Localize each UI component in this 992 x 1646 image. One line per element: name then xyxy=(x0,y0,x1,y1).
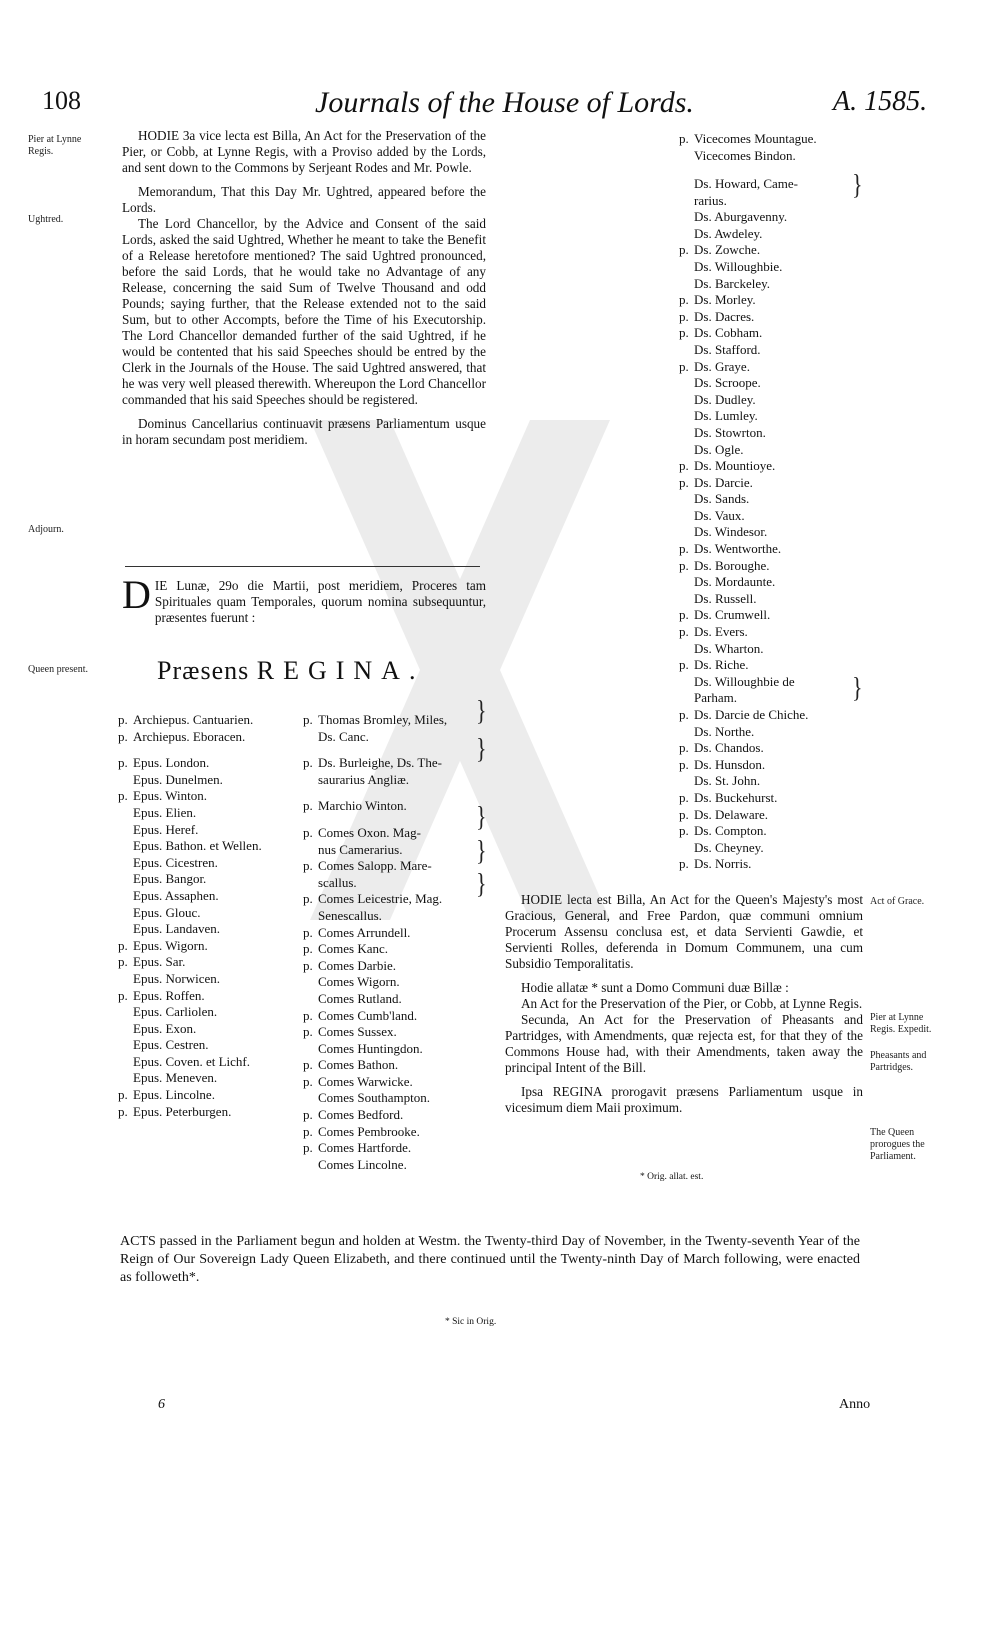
list-item xyxy=(679,574,808,591)
lord-name: Ds. Cheyney. xyxy=(694,839,764,855)
lord-name: Comes Wigorn. xyxy=(318,974,400,990)
left-column-text xyxy=(122,128,486,448)
lord-name: Epus. Assaphen. xyxy=(133,887,219,903)
brace: } xyxy=(476,694,487,727)
list-item xyxy=(679,724,808,741)
list-viscounts xyxy=(679,131,817,164)
list-item xyxy=(303,712,447,729)
present-mark: p. xyxy=(679,756,689,772)
list-item xyxy=(679,131,817,148)
list-item xyxy=(679,740,808,757)
present-mark: p. xyxy=(303,755,313,771)
lord-name: Ds. Delaware. xyxy=(694,806,768,822)
list-item xyxy=(118,1021,262,1038)
present-mark: p. xyxy=(303,858,313,874)
paragraph-chancellor: The Lord Chancellor, by the Advice and Consent of the said Lords, asked the said Ughtred, Whether he meant to take the Benefit of a Release heretofore mentioned? The said Ughtred pronounced, before the said Lords, that he would take no Advantage of any Release, concerning the said Sum of Twelve Thousand and odd Pounds; saying further, that the Release extended not to the said Sum, but to other Accompts, before the Time of his Executorship. The Lord Chancellor demanded further of the said Ughtred, if he would be contented that his said Speeches should be entred by the Clerk in the Journals of the House. The said Ughtred answered, that he was very well pleased therewith. Whereupon the Lord Chancellor commanded that his said Speeches should be registered. xyxy=(122,216,486,407)
list-item xyxy=(118,938,262,955)
list-item xyxy=(118,1087,262,1104)
list-gap xyxy=(303,815,447,825)
margin-note-prorogue: The Queen prorogues the Parliament. xyxy=(870,1127,925,1162)
present-mark: p. xyxy=(679,607,689,623)
list-item xyxy=(679,690,808,707)
die-lunae-paragraph xyxy=(122,572,486,626)
lord-name: Ds. Evers. xyxy=(694,624,748,640)
paragraph-pier-bill: HODIE 3a vice lecta est Billa, An Act for the Preservation of the Pier, or Cobb, at Lynne Regis, with a Proviso added by the Lords, and sent down to the Commons by Serjeant Rodes and Mr. Powle. xyxy=(122,128,486,175)
list-item xyxy=(118,838,262,855)
list-item xyxy=(679,607,808,624)
acts-paragraph: ACTS passed in the Parliament begun and holden at Westm. the Twenty-third Day of November, in the Twenty-seventh Year of the Reign of Our Sovereign Lady Queen Elizabeth, and there continued until the Twenty-ninth Day of March following, were enacted as followeth*. xyxy=(120,1234,860,1285)
list-item xyxy=(118,755,262,772)
present-mark: p. xyxy=(679,624,689,640)
present-mark: p. xyxy=(679,806,689,822)
list-item xyxy=(303,755,447,772)
lord-name: Ds. Darcie. xyxy=(694,474,753,490)
list-item xyxy=(303,958,447,975)
lord-name: Ds. St. John. xyxy=(694,773,761,789)
year-heading: A. 1585. xyxy=(833,86,928,117)
present-mark: p. xyxy=(303,1123,313,1139)
list-item xyxy=(679,840,808,857)
list-item xyxy=(679,292,808,309)
present-mark: p. xyxy=(303,1007,313,1023)
lord-name: Comes Darbie. xyxy=(318,957,396,973)
lord-name: Epus. Lincolne. xyxy=(133,1087,215,1103)
lord-name: Archiepus. Eboracen. xyxy=(133,728,246,744)
present-mark: p. xyxy=(679,292,689,308)
list-item xyxy=(679,176,808,193)
present-mark: p. xyxy=(118,755,128,771)
present-mark: p. xyxy=(679,823,689,839)
lord-name: Ds. Russell. xyxy=(694,590,757,606)
list-item xyxy=(679,309,808,326)
lord-name: Ds. Willoughbie de xyxy=(694,673,795,689)
lord-name: Vicecomes Bindon. xyxy=(694,147,796,163)
list-item xyxy=(118,988,262,1005)
lord-name: Ds. Wentworthe. xyxy=(694,541,782,557)
lord-name: Ds. Awdeley. xyxy=(694,225,763,241)
lord-name: Epus. Roffen. xyxy=(133,987,205,1003)
present-mark: p. xyxy=(118,937,128,953)
lord-name: Comes Kanc. xyxy=(318,941,389,957)
list-item xyxy=(679,823,808,840)
present-mark: p. xyxy=(303,1107,313,1123)
lord-name: Ds. Willoughbie. xyxy=(694,258,783,274)
list-item xyxy=(118,729,262,746)
list-item xyxy=(679,757,808,774)
lord-name: Comes Warwicke. xyxy=(318,1073,413,1089)
paragraph-adjourn: Dominus Cancellarius continuavit præsens Parliamentum usque in horam secundam post meridiem. xyxy=(122,416,486,447)
list-item xyxy=(303,1024,447,1041)
list-gap xyxy=(303,788,447,798)
list-item xyxy=(303,729,447,746)
brace: } xyxy=(476,867,487,900)
lord-name: Ds. Scroope. xyxy=(694,375,761,391)
present-mark: p. xyxy=(679,131,689,146)
lord-name: Ds. Morley. xyxy=(694,292,756,308)
list-item xyxy=(679,674,808,691)
lord-name: Epus. Exon. xyxy=(133,1020,197,1036)
present-mark: p. xyxy=(303,1024,313,1040)
lord-name: Epus. Carliolen. xyxy=(133,1004,218,1020)
lord-name: Comes Pembrooke. xyxy=(318,1123,420,1139)
present-mark: p. xyxy=(303,941,313,957)
present-mark: p. xyxy=(679,325,689,341)
list-item xyxy=(118,1054,262,1071)
list-item xyxy=(303,842,447,859)
lord-name: Epus. Cicestren. xyxy=(133,854,218,870)
list-spiritual-lords xyxy=(118,712,262,1120)
list-item xyxy=(303,1157,447,1174)
margin-note-queen-present: Queen present. xyxy=(28,664,88,675)
page-number: 108 xyxy=(42,86,81,115)
list-barons xyxy=(679,176,808,873)
list-item xyxy=(303,875,447,892)
lord-name: Thomas Bromley, Miles, xyxy=(318,712,448,727)
lord-name: Ds. Aburgavenny. xyxy=(694,209,788,225)
list-item xyxy=(303,1140,447,1157)
list-item xyxy=(303,798,447,815)
list-item xyxy=(679,226,808,243)
right-column-text xyxy=(505,892,863,1116)
present-mark: p. xyxy=(303,891,313,907)
lord-name: Comes Huntingdon. xyxy=(318,1040,423,1056)
present-mark: p. xyxy=(303,712,313,727)
margin-note-pheasants: Pheasants and Partridges. xyxy=(870,1050,927,1073)
list-item xyxy=(303,1008,447,1025)
present-mark: p. xyxy=(679,707,689,722)
lord-name: Ds. Crumwell. xyxy=(694,607,771,623)
present-mark: p. xyxy=(679,856,689,872)
lord-name: Epus. Sar. xyxy=(133,954,186,970)
lord-name: Epus. Elien. xyxy=(133,804,197,820)
paragraph-pier-act: An Act for the Preservation of the Pier, or Cobb, at Lynne Regis. xyxy=(521,996,863,1011)
list-item xyxy=(679,375,808,392)
lord-name: Ds. Boroughe. xyxy=(694,557,770,573)
lord-name: Senescallus. xyxy=(318,907,382,923)
list-item xyxy=(679,425,808,442)
list-item xyxy=(303,908,447,925)
brace: } xyxy=(476,834,487,867)
paragraph-memorandum: Memorandum, That this Day Mr. Ughtred, appeared before the Lords. xyxy=(122,184,486,215)
lord-name: Epus. Peterburgen. xyxy=(133,1103,232,1119)
margin-note-adjourn: Adjourn. xyxy=(28,524,64,535)
lord-name: Comes Lincolne. xyxy=(318,1156,407,1172)
list-item xyxy=(118,805,262,822)
praesens-word: Præsens xyxy=(157,656,250,685)
list-item xyxy=(679,442,808,459)
footnote-orig: * Orig. allat. est. xyxy=(640,1172,704,1182)
list-item xyxy=(303,858,447,875)
lord-name: rarius. xyxy=(694,192,727,208)
lord-name: Epus. Dunelmen. xyxy=(133,771,223,787)
lord-name: Ds. Graye. xyxy=(694,358,750,374)
present-mark: p. xyxy=(679,474,689,490)
present-mark: p. xyxy=(118,788,128,804)
list-item xyxy=(679,359,808,376)
lord-name: Ds. Ogle. xyxy=(694,441,744,457)
praesens-regina-heading xyxy=(157,656,424,686)
present-mark: p. xyxy=(679,789,689,805)
lord-name: Comes Southampton. xyxy=(318,1090,430,1106)
lord-name: Ds. Windesor. xyxy=(694,524,768,540)
drop-cap: D xyxy=(122,572,151,617)
list-item xyxy=(679,408,808,425)
lord-name: Ds. Mountioye. xyxy=(694,458,776,474)
list-item xyxy=(118,1004,262,1021)
margin-note-grace: Act of Grace. xyxy=(870,896,925,907)
lord-name: Ds. Buckehurst. xyxy=(694,789,778,805)
present-mark: p. xyxy=(118,954,128,970)
paragraph-prorogation: Ipsa REGINA prorogavit præsens Parliamentum usque in vicesimum diem Maii proximum. xyxy=(505,1084,863,1115)
present-mark: p. xyxy=(303,957,313,973)
present-mark: p. xyxy=(118,987,128,1003)
lord-name: Epus. Cestren. xyxy=(133,1037,209,1053)
present-mark: p. xyxy=(118,1087,128,1103)
present-mark: p. xyxy=(679,458,689,474)
lord-name: Comes Bathon. xyxy=(318,1057,399,1073)
present-mark: p. xyxy=(303,798,313,814)
list-item xyxy=(679,491,808,508)
lord-name: Comes Salopp. Mare- xyxy=(318,858,432,874)
list-item xyxy=(679,148,817,165)
list-officers-earls xyxy=(303,712,447,1173)
regina-word: REGINA. xyxy=(256,656,425,685)
list-item xyxy=(118,772,262,789)
list-item xyxy=(679,707,808,724)
list-item xyxy=(679,624,808,641)
list-gap xyxy=(303,745,447,755)
list-item xyxy=(679,259,808,276)
lord-name: Comes Arrundell. xyxy=(318,924,411,940)
lord-name: Comes Oxon. Mag- xyxy=(318,824,421,840)
lord-name: Comes Cumb'land. xyxy=(318,1007,418,1023)
list-item xyxy=(679,458,808,475)
lord-name: Ds. Sands. xyxy=(694,491,750,507)
present-mark: p. xyxy=(679,242,689,258)
lord-name: Ds. Burleighe, Ds. The- xyxy=(318,755,442,771)
present-mark: p. xyxy=(679,657,689,673)
section-divider xyxy=(125,566,480,567)
list-item xyxy=(679,558,808,575)
lord-name: Ds. Dudley. xyxy=(694,391,756,407)
brace: } xyxy=(476,732,487,765)
present-mark: p. xyxy=(679,557,689,573)
lord-name: Ds. Northe. xyxy=(694,723,755,739)
present-mark: p. xyxy=(679,358,689,374)
list-item xyxy=(679,325,808,342)
list-item xyxy=(679,807,808,824)
lord-name: Ds. Stowrton. xyxy=(694,424,766,440)
lord-name: Epus. Bathon. et Wellen. xyxy=(133,838,262,854)
list-item xyxy=(118,1037,262,1054)
list-item xyxy=(679,641,808,658)
list-item xyxy=(118,822,262,839)
lord-name: Epus. Bangor. xyxy=(133,871,207,887)
list-item xyxy=(303,974,447,991)
list-gap xyxy=(118,745,262,755)
lord-name: Epus. London. xyxy=(133,755,210,771)
lord-name: Epus. Landaven. xyxy=(133,921,221,937)
list-item xyxy=(118,971,262,988)
present-mark: p. xyxy=(679,740,689,756)
lord-name: Ds. Compton. xyxy=(694,823,767,839)
present-mark: p. xyxy=(118,1103,128,1119)
footnote-sic: * Sic in Orig. xyxy=(445,1317,497,1327)
paragraph-pheasants-act: Secunda, An Act for the Preservation of Pheasants and Partridges, with Amendments, quæ rejecta est, for that they of the Commons House had, with their Amendments, taken away the principal Intent of the Bill. xyxy=(505,1012,863,1075)
list-item xyxy=(303,772,447,789)
lord-name: Ds. Vaux. xyxy=(694,507,745,523)
lord-name: Archiepus. Cantuarien. xyxy=(133,712,254,727)
lord-name: Epus. Wigorn. xyxy=(133,937,208,953)
list-item xyxy=(679,475,808,492)
lord-name: Ds. Lumley. xyxy=(694,408,758,424)
list-item xyxy=(118,1104,262,1121)
present-mark: p. xyxy=(303,1140,313,1156)
lord-name: Ds. Chandos. xyxy=(694,740,764,756)
list-item xyxy=(303,1107,447,1124)
lord-name: scallus. xyxy=(318,874,357,890)
lord-name: Parham. xyxy=(694,690,737,706)
list-item xyxy=(303,941,447,958)
margin-note-pier-expedit: Pier at Lynne Regis. Expedit. xyxy=(870,1012,932,1035)
catchword: Anno xyxy=(839,1397,871,1412)
lord-name: Ds. Darcie de Chiche. xyxy=(694,707,809,722)
lord-name: Ds. Norris. xyxy=(694,856,752,872)
list-item xyxy=(118,921,262,938)
list-item xyxy=(118,888,262,905)
lord-name: Comes Bedford. xyxy=(318,1107,404,1123)
list-item xyxy=(679,276,808,293)
list-item xyxy=(679,392,808,409)
present-mark: p. xyxy=(118,712,128,727)
present-mark: p. xyxy=(679,308,689,324)
list-item xyxy=(303,1074,447,1091)
lord-name: Vicecomes Mountague. xyxy=(694,131,817,146)
lord-name: Comes Hartforde. xyxy=(318,1140,412,1156)
present-mark: p. xyxy=(303,824,313,840)
lord-name: Ds. Canc. xyxy=(318,728,369,744)
present-mark: p. xyxy=(303,924,313,940)
list-item xyxy=(679,193,808,210)
lord-name: Epus. Norwicen. xyxy=(133,970,221,986)
lord-name: Ds. Mordaunte. xyxy=(694,574,776,590)
brace: } xyxy=(476,800,487,833)
lord-name: Ds. Howard, Came- xyxy=(694,176,798,191)
lord-name: Epus. Heref. xyxy=(133,821,199,837)
list-item xyxy=(118,871,262,888)
lord-name: Marchio Winton. xyxy=(318,798,407,814)
signature-mark: 6 xyxy=(158,1397,165,1412)
lord-name: saurarius Angliæ. xyxy=(318,771,409,787)
lord-name: Comes Rutland. xyxy=(318,990,402,1006)
margin-note-ughtred: Ughtred. xyxy=(28,214,64,225)
running-title: Journals of the House of Lords. xyxy=(315,86,694,119)
list-item xyxy=(679,591,808,608)
list-item xyxy=(303,825,447,842)
present-mark: p. xyxy=(679,541,689,557)
lord-name: Ds. Cobham. xyxy=(694,325,763,341)
list-item xyxy=(679,856,808,873)
list-item xyxy=(679,342,808,359)
lord-name: Ds. Riche. xyxy=(694,657,749,673)
brace: } xyxy=(852,671,863,704)
list-item xyxy=(303,925,447,942)
list-item xyxy=(679,657,808,674)
lord-name: Comes Leicestrie, Mag. xyxy=(318,891,443,907)
list-item xyxy=(303,891,447,908)
present-mark: p. xyxy=(303,1073,313,1089)
list-item xyxy=(303,1041,447,1058)
present-mark: p. xyxy=(303,1057,313,1073)
list-item xyxy=(679,773,808,790)
lord-name: Ds. Stafford. xyxy=(694,341,761,357)
lord-name: Comes Sussex. xyxy=(318,1024,397,1040)
list-item xyxy=(118,855,262,872)
list-item xyxy=(303,991,447,1008)
die-lunae-text: IE Lunæ, 29o die Martii, post meridiem, Proceres tam Spirituales quam Temporales, quorum nomina subsequuntur, præsentes fuerunt : xyxy=(154,578,486,625)
list-item xyxy=(679,209,808,226)
list-item xyxy=(679,242,808,259)
lord-name: Ds. Wharton. xyxy=(694,640,764,656)
list-item xyxy=(679,790,808,807)
list-item xyxy=(118,1070,262,1087)
paragraph-bills-brought: Hodie allatæ * sunt a Domo Communi duæ Billæ : xyxy=(521,980,789,995)
lord-name: Ds. Zowche. xyxy=(694,242,761,258)
list-item xyxy=(118,712,262,729)
lord-name: nus Camerarius. xyxy=(318,841,403,857)
lord-name: Ds. Hunsdon. xyxy=(694,756,766,772)
lord-name: Ds. Dacres. xyxy=(694,308,755,324)
list-item xyxy=(118,954,262,971)
list-item xyxy=(118,905,262,922)
lord-name: Epus. Meneven. xyxy=(133,1070,218,1086)
list-item xyxy=(303,1124,447,1141)
brace: } xyxy=(852,168,863,201)
present-mark: p. xyxy=(118,728,128,744)
margin-note-pier: Pier at Lynne Regis. xyxy=(28,134,82,157)
list-item xyxy=(303,1057,447,1074)
paragraph-pardon-bill: HODIE lecta est Billa, An Act for the Queen's Majesty's most Gracious, General, and Free Pardon, quæ communi omnium Procerum Assensu conclusa est, et data Servienti Gawdie, et Servienti Rolles, deferenda in Domum Communem, una cum Subsidio Temporalitatis. xyxy=(505,892,863,971)
list-item xyxy=(679,541,808,558)
list-item xyxy=(679,508,808,525)
list-item xyxy=(679,524,808,541)
lord-name: Epus. Glouc. xyxy=(133,904,201,920)
lord-name: Epus. Winton. xyxy=(133,788,207,804)
lord-name: Epus. Coven. et Lichf. xyxy=(133,1053,250,1069)
lord-name: Ds. Barckeley. xyxy=(694,275,771,291)
list-item xyxy=(118,788,262,805)
list-item xyxy=(303,1090,447,1107)
